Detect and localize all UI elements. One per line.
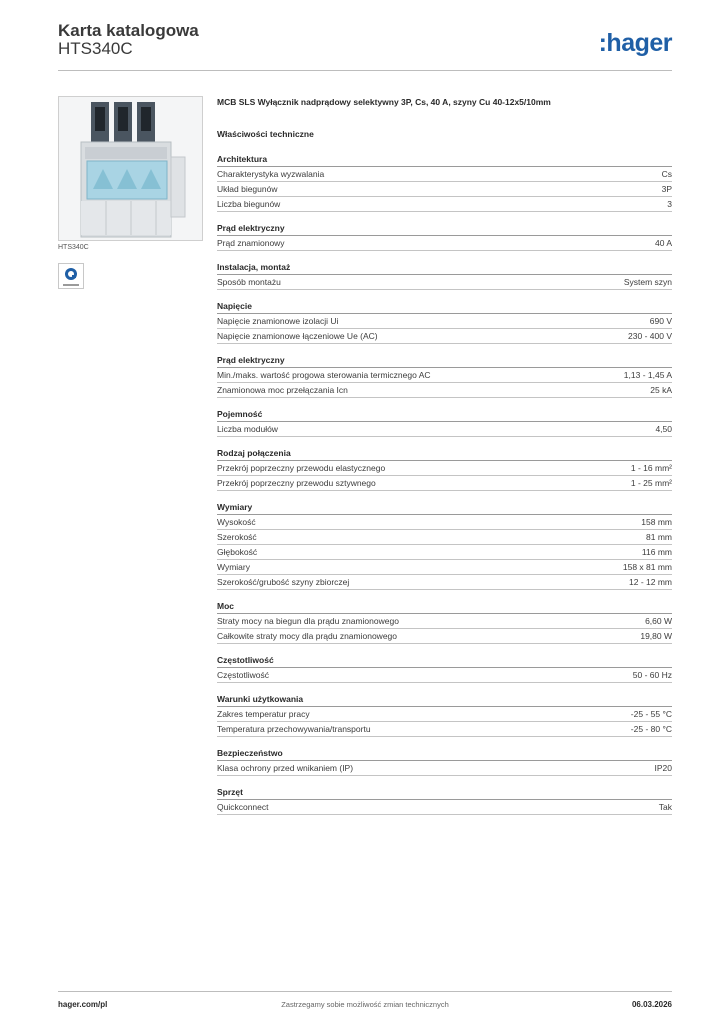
group-title: Rodzaj połączenia bbox=[217, 447, 672, 461]
property-label: Szerokość bbox=[217, 532, 257, 542]
product-image bbox=[58, 96, 203, 241]
property-group bbox=[217, 693, 672, 737]
property-label: Sposób montażu bbox=[217, 277, 281, 287]
property-row bbox=[217, 629, 672, 644]
property-group bbox=[217, 747, 672, 776]
property-group bbox=[217, 501, 672, 590]
property-value: System szyn bbox=[623, 277, 672, 287]
property-value: 12 - 12 mm bbox=[629, 577, 672, 587]
property-label: Szerokość/grubość szyny zbiorczej bbox=[217, 577, 350, 587]
property-label: Całkowite straty mocy dla prądu znamionowego bbox=[217, 631, 398, 641]
group-title: Architektura bbox=[217, 153, 672, 167]
property-value: 690 V bbox=[649, 316, 672, 326]
page-header bbox=[58, 20, 672, 71]
circuit-breaker-icon bbox=[59, 97, 202, 240]
property-label: Straty mocy na biegun dla prądu znamionowego bbox=[217, 616, 399, 626]
group-title: Napięcie bbox=[217, 300, 672, 314]
property-groups bbox=[217, 153, 672, 815]
property-value: 19,80 W bbox=[640, 631, 672, 641]
quickconnect-badge-icon bbox=[58, 263, 84, 289]
property-row bbox=[217, 707, 672, 722]
footer-date: 06.03.2026 bbox=[631, 1000, 672, 1009]
property-label: Napięcie znamionowe izolacji Ui bbox=[217, 316, 339, 326]
property-value: 4,50 bbox=[655, 424, 672, 434]
group-title: Warunki użytkowania bbox=[217, 693, 672, 707]
property-row bbox=[217, 182, 672, 197]
group-title: Prąd elektryczny bbox=[217, 222, 672, 236]
footer-website: hager.com/pl bbox=[58, 1000, 108, 1009]
property-label: Wysokość bbox=[217, 517, 256, 527]
property-value: 116 mm bbox=[641, 547, 672, 557]
property-row bbox=[217, 197, 672, 212]
property-row bbox=[217, 545, 672, 560]
property-value: 3P bbox=[661, 184, 672, 194]
property-group bbox=[217, 447, 672, 491]
property-value: 81 mm bbox=[646, 532, 672, 542]
property-label: Układ biegunów bbox=[217, 184, 278, 194]
document-title: Karta katalogowa bbox=[58, 21, 199, 40]
property-row bbox=[217, 275, 672, 290]
property-value: 25 kA bbox=[650, 385, 672, 395]
property-group bbox=[217, 153, 672, 212]
property-value: 1 - 25 mm² bbox=[630, 478, 672, 488]
property-row bbox=[217, 560, 672, 575]
property-row bbox=[217, 314, 672, 329]
property-label: Zakres temperatur pracy bbox=[217, 709, 310, 719]
group-title: Wymiary bbox=[217, 501, 672, 515]
product-code: HTS340C bbox=[58, 39, 133, 58]
property-label: Głębokość bbox=[217, 547, 258, 557]
group-title: Instalacja, montaż bbox=[217, 261, 672, 275]
property-row bbox=[217, 476, 672, 491]
property-label: Prąd znamionowy bbox=[217, 238, 285, 248]
image-caption: HTS340C bbox=[58, 244, 89, 251]
property-value: 50 - 60 Hz bbox=[632, 670, 672, 680]
property-row bbox=[217, 383, 672, 398]
property-value: 158 x 81 mm bbox=[622, 562, 672, 572]
main-content bbox=[217, 97, 672, 825]
property-row bbox=[217, 575, 672, 590]
property-label: Klasa ochrony przed wnikaniem (IP) bbox=[217, 763, 354, 773]
group-title: Bezpieczeństwo bbox=[217, 747, 672, 761]
property-row bbox=[217, 461, 672, 476]
group-title: Częstotliwość bbox=[217, 654, 672, 668]
property-label: Przekrój poprzeczny przewodu elastycznego bbox=[217, 463, 386, 473]
hager-logo: :hager bbox=[598, 29, 672, 57]
property-label: Quickconnect bbox=[217, 802, 269, 812]
property-label: Charakterystyka wyzwalania bbox=[217, 169, 325, 179]
property-label: Wymiary bbox=[217, 562, 250, 572]
property-value: 1,13 - 1,45 A bbox=[623, 370, 672, 380]
property-row bbox=[217, 422, 672, 437]
property-row bbox=[217, 668, 672, 683]
property-value: Cs bbox=[661, 169, 672, 179]
property-group bbox=[217, 600, 672, 644]
property-label: Min./maks. wartość progowa sterowania termicznego AC bbox=[217, 370, 431, 380]
group-title: Sprzęt bbox=[217, 786, 672, 800]
property-label: Przekrój poprzeczny przewodu sztywnego bbox=[217, 478, 376, 488]
property-row bbox=[217, 236, 672, 251]
property-row bbox=[217, 614, 672, 629]
property-value: Tak bbox=[658, 802, 672, 812]
property-value: 1 - 16 mm² bbox=[630, 463, 672, 473]
group-title: Prąd elektryczny bbox=[217, 354, 672, 368]
property-value: 3 bbox=[667, 199, 672, 209]
group-title: Moc bbox=[217, 600, 672, 614]
property-label: Liczba modułów bbox=[217, 424, 278, 434]
property-row bbox=[217, 329, 672, 344]
product-description: MCB SLS Wyłącznik nadprądowy selektywny 3P, Cs, 40 A, szyny Cu 40-12x5/10mm bbox=[217, 97, 551, 107]
property-label: Napięcie znamionowe łączeniowe Ue (AC) bbox=[217, 331, 378, 341]
property-group bbox=[217, 408, 672, 437]
property-row bbox=[217, 761, 672, 776]
property-value: -25 - 80 °C bbox=[630, 724, 672, 734]
property-row bbox=[217, 368, 672, 383]
property-row bbox=[217, 800, 672, 815]
property-group bbox=[217, 654, 672, 683]
property-group bbox=[217, 354, 672, 398]
group-title: Pojemność bbox=[217, 408, 672, 422]
property-value: 230 - 400 V bbox=[628, 331, 672, 341]
property-value: -25 - 55 °C bbox=[630, 709, 672, 719]
property-group bbox=[217, 300, 672, 344]
page-footer bbox=[58, 991, 672, 1014]
property-row bbox=[217, 722, 672, 737]
property-label: Częstotliwość bbox=[217, 670, 269, 680]
property-row bbox=[217, 515, 672, 530]
property-value: IP20 bbox=[654, 763, 672, 773]
property-group bbox=[217, 786, 672, 815]
property-group bbox=[217, 261, 672, 290]
property-row bbox=[217, 530, 672, 545]
property-label: Liczba biegunów bbox=[217, 199, 281, 209]
technical-properties-heading: Właściwości techniczne bbox=[217, 129, 314, 139]
property-row bbox=[217, 167, 672, 182]
property-value: 158 mm bbox=[641, 517, 672, 527]
property-value: 6,60 W bbox=[645, 616, 672, 626]
property-label: Znamionowa moc przełączania Icn bbox=[217, 385, 348, 395]
property-group bbox=[217, 222, 672, 251]
footer-disclaimer: Zastrzegamy sobie możliwość zmian technicznych bbox=[281, 1000, 449, 1009]
property-label: Temperatura przechowywania/transportu bbox=[217, 724, 371, 734]
property-value: 40 A bbox=[654, 238, 672, 248]
